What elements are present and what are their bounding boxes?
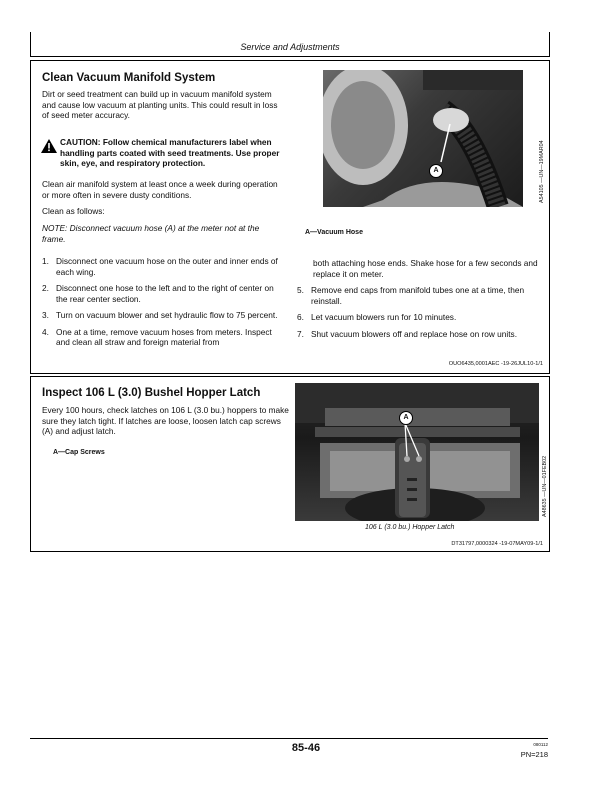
section-clean-vacuum bbox=[30, 60, 550, 374]
figure-caption: 106 L (3.0 bu.) Hopper Latch bbox=[365, 524, 455, 531]
section-title: Clean Vacuum Manifold System bbox=[42, 72, 216, 84]
footer-rule bbox=[30, 738, 548, 739]
caution-text: CAUTION: Follow chemical manufacturers label when handling parts coated with seed treatments. Use proper skin, eye, and respiratory protection. bbox=[60, 137, 280, 168]
figure-id: A54105 —UN—19MAR04 bbox=[539, 140, 545, 203]
intro-paragraph: Dirt or seed treatment can build up in vacuum manifold system and cause low vacuum at planting units. This could result in loss of seed meter accuracy. bbox=[42, 89, 278, 120]
step4-continued: both attaching hose ends. Shake hose for a few seconds and replace it on meter. bbox=[313, 258, 538, 279]
hopper-latch-photo bbox=[295, 383, 539, 521]
note-text: NOTE: Disconnect vacuum hose (A) at the meter not at the frame. bbox=[42, 223, 260, 244]
clean-frequency-text: Clean air manifold system at least once a week during operation or more often in severe dusty conditions. bbox=[42, 179, 278, 200]
steps-left bbox=[42, 256, 282, 354]
step-item: 2. Disconnect one hose to the left and to the right of center on the rear center section. bbox=[42, 283, 274, 304]
section-header-text: Service and Adjustments bbox=[240, 42, 340, 52]
reference-code: OUO6435,0001AEC -19-26JUL10-1/1 bbox=[448, 361, 543, 367]
figure-legend: A—Cap Screws bbox=[53, 449, 105, 456]
clean-as-text: Clean as follows: bbox=[42, 206, 105, 216]
figure-caption: A—Vacuum Hose bbox=[305, 229, 363, 236]
step-item: 7. Shut vacuum blowers off and replace hose on row units. bbox=[297, 328, 518, 339]
footer-code: 080112 bbox=[533, 742, 548, 747]
callout-a: A bbox=[429, 164, 443, 178]
section-hopper-latch bbox=[30, 376, 550, 552]
caution-icon bbox=[41, 139, 57, 153]
reference-code: DT31797,0000324 -19-07MAY09-1/1 bbox=[451, 541, 543, 547]
page-header bbox=[30, 32, 550, 57]
step-item: 3. Turn on vacuum blower and set hydraulic flow to 75 percent. bbox=[42, 310, 278, 320]
step-item: 1. Disconnect one vacuum hose on the outer and inner ends of each wing. bbox=[42, 256, 278, 277]
callout-a: A bbox=[399, 411, 413, 425]
step-item: 6. Let vacuum blowers run for 10 minutes. bbox=[297, 312, 457, 322]
vacuum-hose-photo bbox=[323, 70, 523, 207]
step-item: 5. Remove end caps from manifold tubes one at a time, then reinstall. bbox=[297, 285, 525, 306]
part-number: PN=218 bbox=[520, 750, 548, 759]
page-number: 85-46 bbox=[291, 742, 321, 754]
section-title: Inspect 106 L (3.0) Bushel Hopper Latch bbox=[42, 387, 261, 399]
steps-right bbox=[297, 285, 542, 345]
caution-block bbox=[41, 137, 291, 169]
body-paragraph: Every 100 hours, check latches on 106 L (3.0 bu.) hoppers to make sure they latch tight. If latches are loose, loosen latch cap screws (A) and adjust latch. bbox=[42, 405, 289, 436]
step-item: 4. One at a time, remove vacuum hoses from meters. Inspect and clean all straw and foreign material from bbox=[42, 326, 272, 347]
figure-id: A48635 —UN—01FEB02 bbox=[542, 455, 548, 517]
